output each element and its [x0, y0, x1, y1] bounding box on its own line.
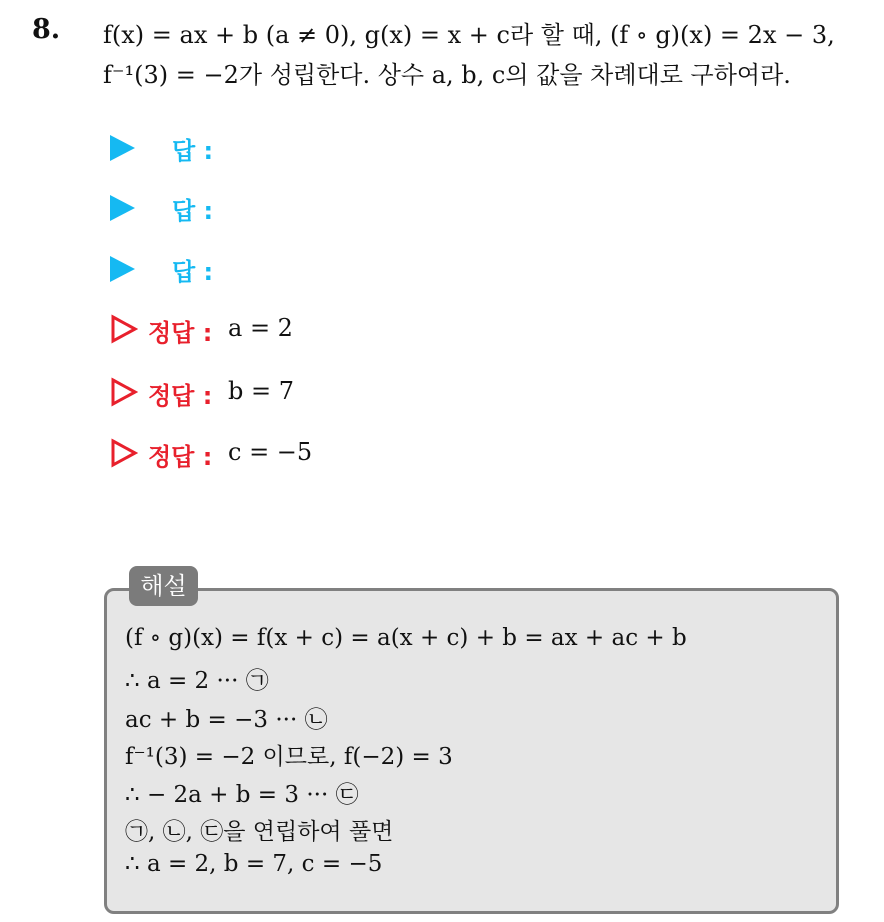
solution-line-6: ㉠, ㉡, ㉢을 연립하여 풀면 — [125, 819, 394, 845]
outline-triangle-icon — [110, 314, 138, 344]
question-text-line-1: f(x) = ax + b (a ≠ 0), g(x) = x + c라 할 때, (f ∘ g)(x) = 2x − 3, — [103, 21, 835, 49]
answer-blank-label: 답 : — [172, 197, 214, 225]
answer-key-label: 정답 : — [148, 443, 213, 471]
answer-blank-label: 답 : — [172, 137, 214, 165]
outline-triangle-icon — [110, 377, 138, 407]
play-triangle-icon — [110, 195, 135, 221]
outline-triangle-icon — [110, 438, 138, 468]
answer-key-value: b = 7 — [228, 377, 294, 405]
solution-line-2: ∴ a = 2 ··· ㉠ — [125, 668, 269, 694]
solution-line-3: ac + b = −3 ··· ㉡ — [125, 707, 328, 733]
solution-tag: 해설 — [129, 566, 198, 606]
answer-key-label: 정답 : — [148, 382, 213, 410]
solution-line-4: f⁻¹(3) = −2 이므로, f(−2) = 3 — [125, 744, 453, 770]
question-number: 8. — [32, 14, 61, 45]
question-text-line-2: f⁻¹(3) = −2가 성립한다. 상수 a, b, c의 값을 차례대로 구하여라. — [103, 61, 791, 89]
solution-line-5: ∴ − 2a + b = 3 ··· ㉢ — [125, 782, 359, 808]
play-triangle-icon — [110, 256, 135, 282]
answer-key-value: a = 2 — [228, 314, 293, 342]
answer-key-label: 정답 : — [148, 319, 213, 347]
play-triangle-icon — [110, 135, 135, 161]
answer-blank-label: 답 : — [172, 258, 214, 286]
answer-key-value: c = −5 — [228, 438, 313, 466]
solution-line-1: (f ∘ g)(x) = f(x + c) = a(x + c) + b = ax + ac + b — [125, 625, 687, 651]
solution-line-7: ∴ a = 2, b = 7, c = −5 — [125, 851, 383, 877]
